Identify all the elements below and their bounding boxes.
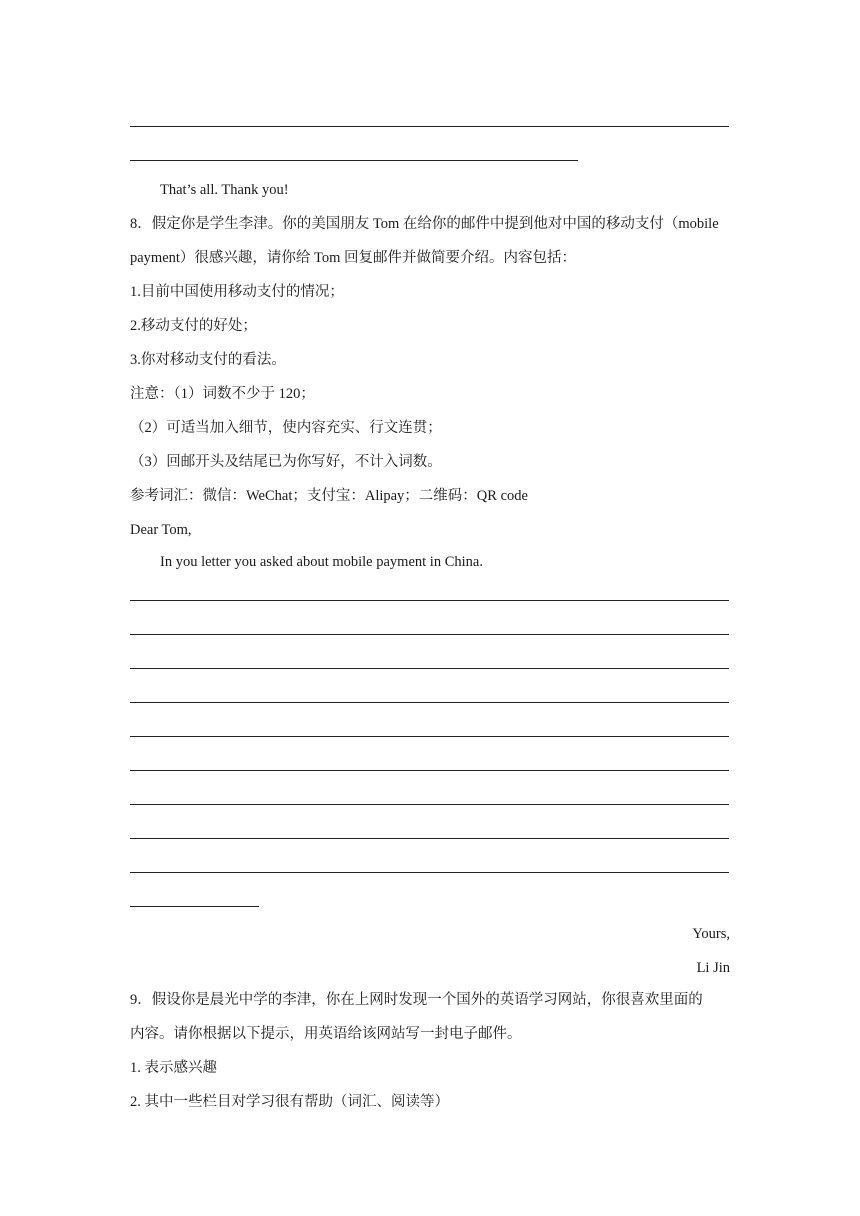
answer-line-short xyxy=(130,160,578,161)
letter-opening: In you letter you asked about mobile payment in China. xyxy=(160,554,483,570)
writing-line xyxy=(130,600,729,601)
writing-line xyxy=(130,634,729,635)
writing-line xyxy=(130,838,729,839)
q8-prompt-line2: payment）很感兴趣，请你给 Tom 回复邮件并做简要介绍。内容包括： xyxy=(130,250,577,266)
letter-signature: Li Jin xyxy=(696,960,730,976)
q9-point-2: 2. 其中一些栏目对学习很有帮助（词汇、阅读等） xyxy=(130,1094,449,1110)
letter-signoff: Yours, xyxy=(692,926,730,942)
letter-greeting: Dear Tom, xyxy=(130,522,192,538)
writing-line-short xyxy=(130,906,259,907)
q9-point-1: 1. 表示感兴趣 xyxy=(130,1060,217,1076)
writing-line xyxy=(130,804,729,805)
q8-prompt-line1: 8．假定你是学生李津。你的美国朋友 Tom 在给你的邮件中提到他对中国的移动支付（mobile xyxy=(130,216,719,232)
q8-note-2: （2）可适当加入细节，使内容充实、行文连贯； xyxy=(130,420,442,436)
writing-line xyxy=(130,702,729,703)
writing-line xyxy=(130,668,729,669)
q8-note-1: 注意：（1）词数不少于 120； xyxy=(130,386,315,402)
q9-prompt-line1: 9．假设你是晨光中学的李津，你在上网时发现一个国外的英语学习网站，你很喜欢里面的 xyxy=(130,992,703,1008)
writing-line xyxy=(130,770,729,771)
q9-prompt-line2: 内容。请你根据以下提示，用英语给该网站写一封电子邮件。 xyxy=(130,1026,522,1042)
q8-vocabulary: 参考词汇：微信：WeChat；支付宝：Alipay；二维码：QR code xyxy=(130,488,528,504)
q8-point-2: 2.移动支付的好处； xyxy=(130,318,257,334)
answer-line xyxy=(130,126,729,127)
writing-line xyxy=(130,736,729,737)
q8-point-1: 1.目前中国使用移动支付的情况； xyxy=(130,284,344,300)
writing-line xyxy=(130,872,729,873)
closing-text: That’s all. Thank you! xyxy=(160,182,289,198)
q8-point-3: 3.你对移动支付的看法。 xyxy=(130,352,286,368)
q8-note-3: （3）回邮开头及结尾已为你写好，不计入词数。 xyxy=(130,454,442,470)
